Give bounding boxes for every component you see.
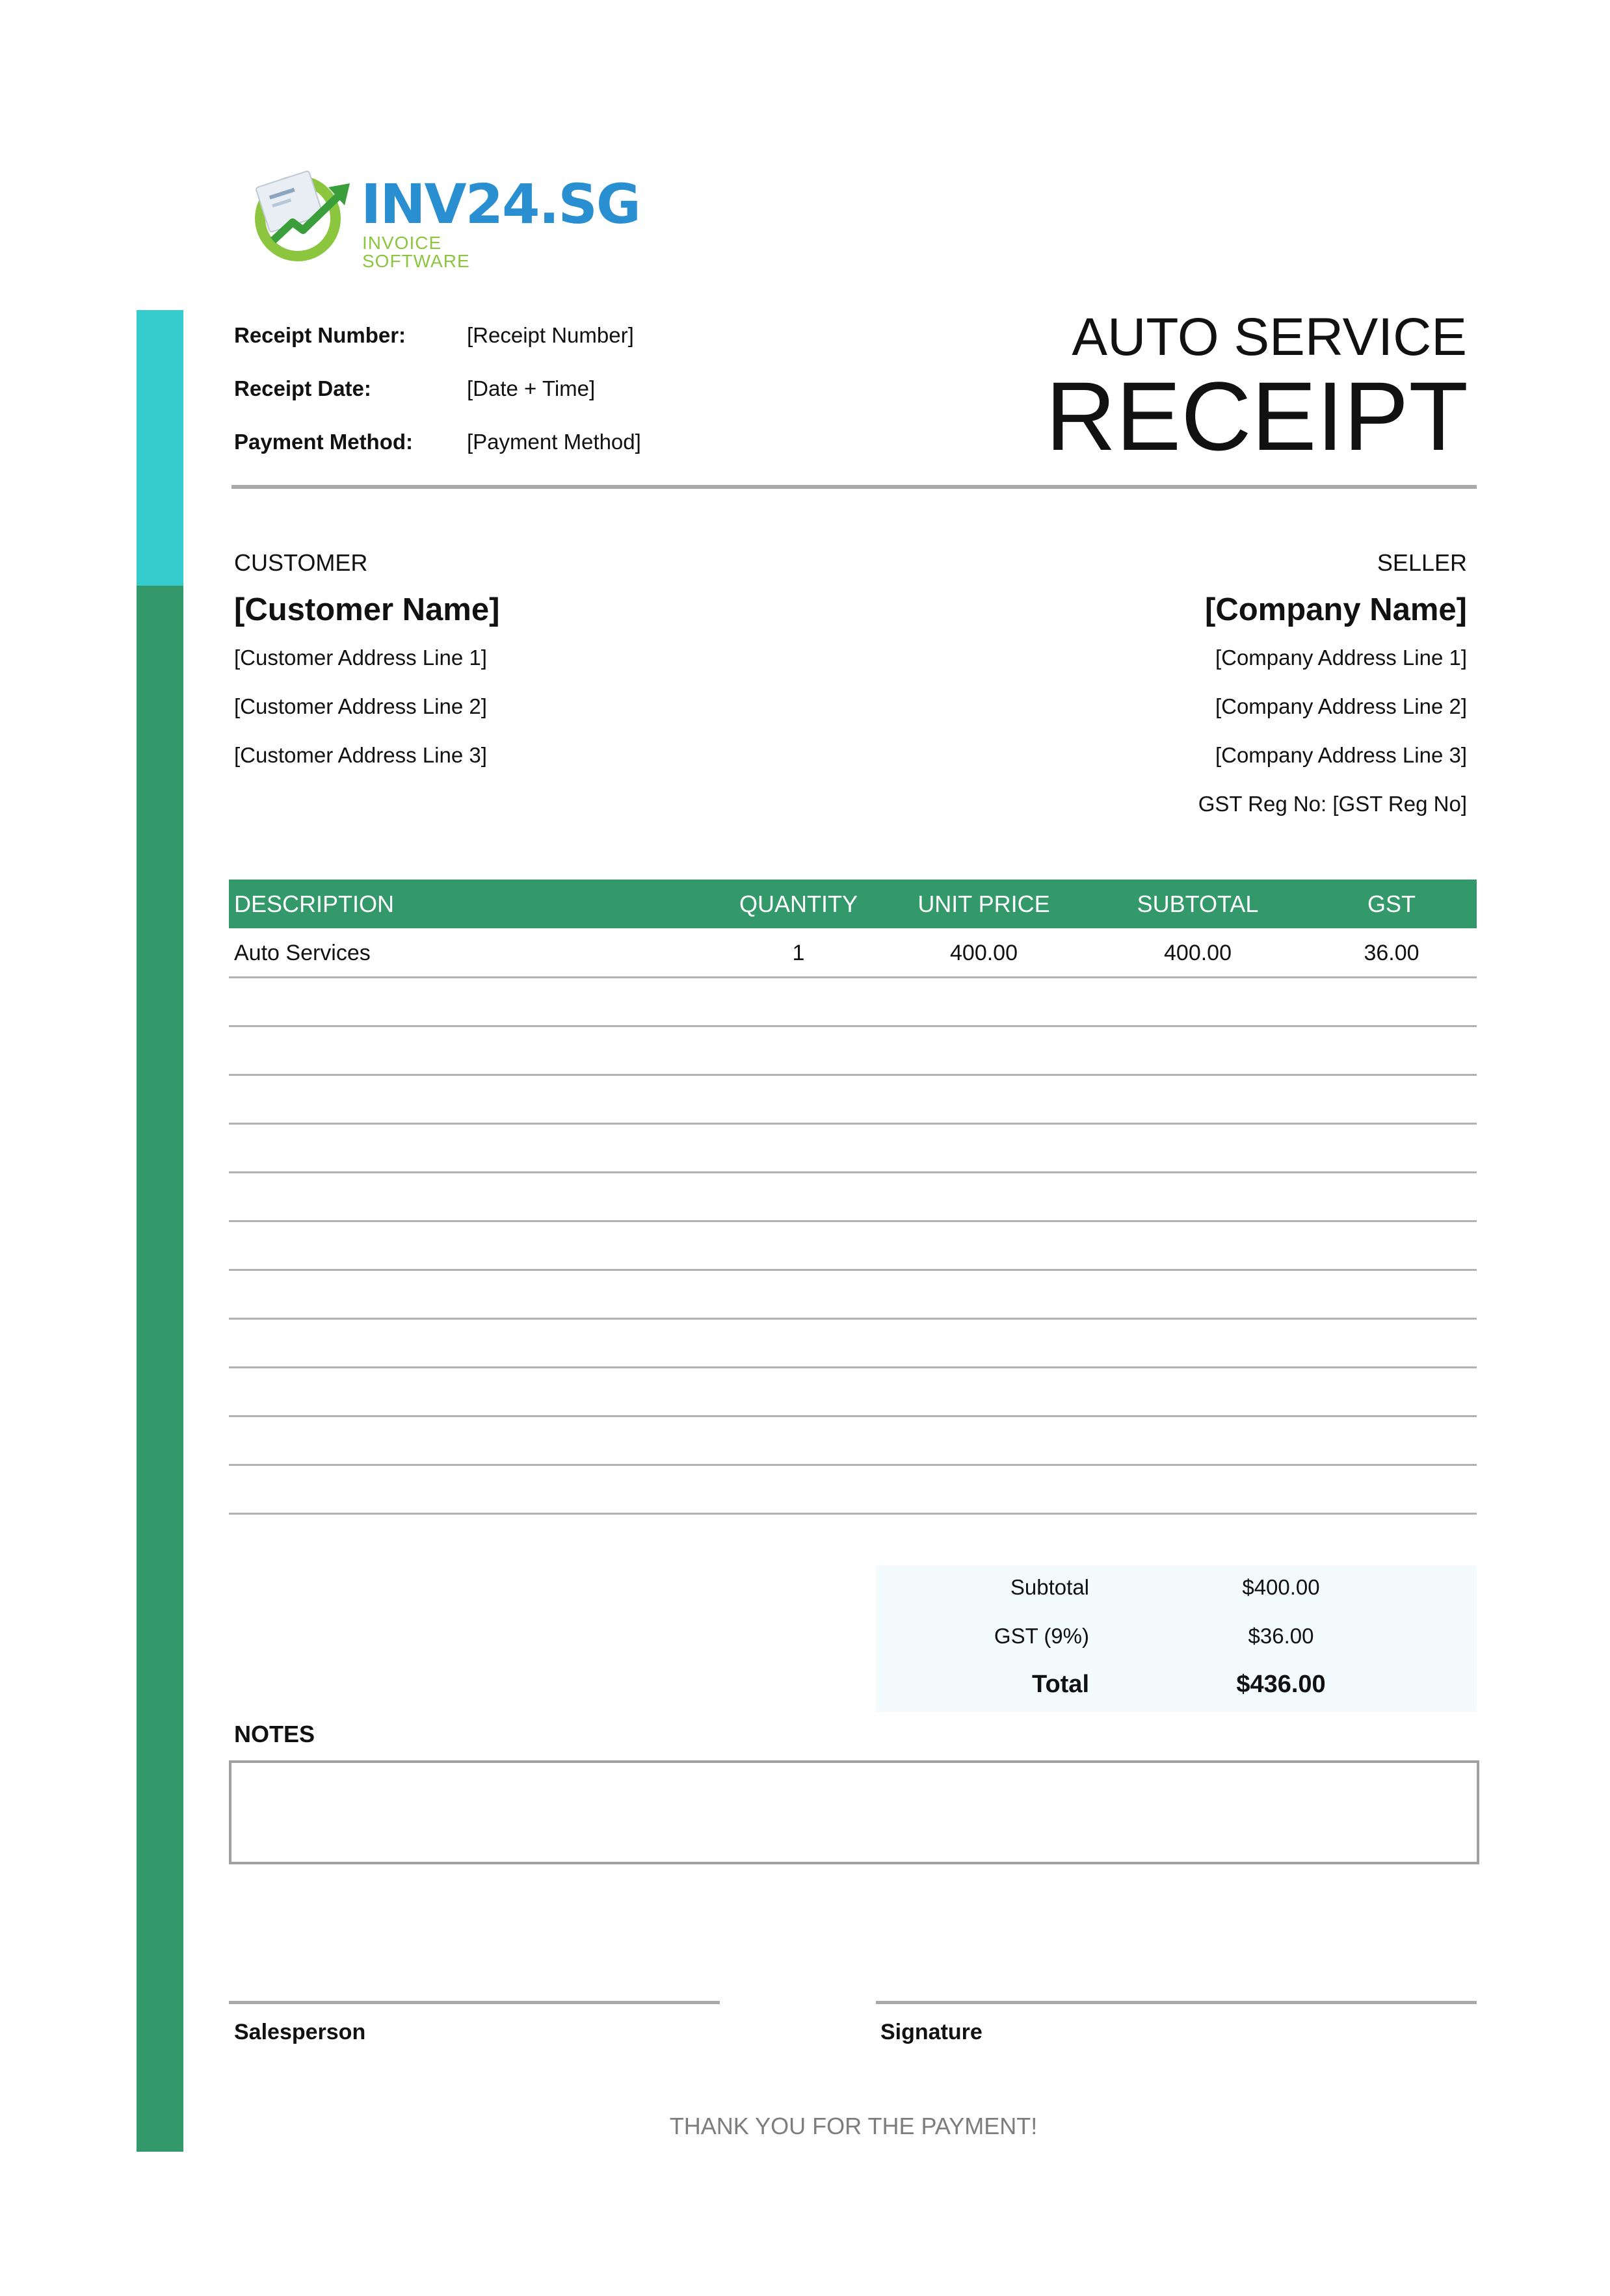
- gst-label: GST (9%): [994, 1624, 1089, 1648]
- salesperson-label: Salesperson: [234, 2020, 366, 2044]
- gst-value: $36.00: [1248, 1624, 1314, 1648]
- salesperson-line: [229, 2001, 720, 2004]
- customer-address-line-2: [Customer Address Line 2]: [234, 694, 487, 718]
- column-header-description: DESCRIPTION: [234, 891, 395, 917]
- signature-label: Signature: [880, 2020, 983, 2044]
- item-description: Auto Services: [234, 941, 371, 965]
- thank-you-message: THANK YOU FOR THE PAYMENT!: [669, 2113, 1038, 2139]
- item-gst: 36.00: [1364, 941, 1419, 965]
- table-row-line: [229, 1171, 1477, 1173]
- seller-company-name: [Company Name]: [1205, 592, 1467, 627]
- receipt-date-value: [Date + Time]: [467, 376, 596, 400]
- seller-label: SELLER: [1377, 549, 1467, 576]
- total-value: $436.00: [1236, 1671, 1326, 1698]
- total-label: Total: [1032, 1671, 1089, 1698]
- header-divider: [231, 485, 1477, 489]
- table-row-line: [229, 1220, 1477, 1222]
- customer-address-line-3: [Customer Address Line 3]: [234, 743, 487, 767]
- receipt-number-value: [Receipt Number]: [467, 323, 634, 347]
- customer-name: [Customer Name]: [234, 592, 500, 627]
- signature-line: [876, 2001, 1477, 2004]
- table-row-line: [229, 1464, 1477, 1466]
- column-header-subtotal: SUBTOTAL: [1137, 891, 1259, 917]
- item-unit-price: 400.00: [950, 941, 1018, 965]
- document-title: RECEIPT: [1045, 361, 1468, 471]
- side-accent-bar-top: [137, 310, 183, 586]
- table-row-line: [229, 1269, 1477, 1271]
- notes-label: NOTES: [234, 1721, 315, 1747]
- column-header-quantity: QUANTITY: [739, 891, 858, 917]
- receipt-number-label: Receipt Number:: [234, 323, 406, 347]
- payment-method-value: [Payment Method]: [467, 430, 641, 454]
- seller-address-line-1: [Company Address Line 1]: [1215, 646, 1467, 670]
- customer-address-line-1: [Customer Address Line 1]: [234, 646, 487, 670]
- chart-arrow-logo-icon: [247, 163, 358, 267]
- table-row-line: [229, 1025, 1477, 1027]
- subtotal-label: Subtotal: [1010, 1575, 1089, 1599]
- column-header-unit-price: UNIT PRICE: [917, 891, 1050, 917]
- table-row-line: [229, 1074, 1477, 1076]
- logo-tagline: INVOICE SOFTWARE: [362, 233, 470, 271]
- item-quantity: 1: [792, 941, 805, 965]
- notes-box: [229, 1760, 1479, 1864]
- customer-label: CUSTOMER: [234, 549, 368, 576]
- seller-address-line-2: [Company Address Line 2]: [1215, 694, 1467, 718]
- table-row-line: [229, 1123, 1477, 1125]
- table-row-line: [229, 1415, 1477, 1417]
- table-row-line: [229, 1366, 1477, 1368]
- item-subtotal: 400.00: [1164, 941, 1232, 965]
- notes-content: [231, 1763, 1477, 1784]
- payment-method-label: Payment Method:: [234, 430, 414, 454]
- table-row-line: [229, 976, 1477, 978]
- table-row-line: [229, 1318, 1477, 1320]
- seller-address-line-3: [Company Address Line 3]: [1215, 743, 1467, 767]
- company-logo: [247, 163, 640, 271]
- logo-wordmark: INV24.SG: [361, 172, 640, 236]
- subtotal-value: $400.00: [1242, 1575, 1320, 1599]
- document-subtitle: AUTO SERVICE: [1072, 307, 1467, 367]
- seller-gst-reg-no: GST Reg No: [GST Reg No]: [1198, 792, 1467, 816]
- receipt-date-label: Receipt Date:: [234, 376, 371, 400]
- table-row-line: [229, 1513, 1477, 1515]
- side-accent-bar-bottom: [137, 586, 183, 2152]
- column-header-gst: GST: [1367, 891, 1416, 917]
